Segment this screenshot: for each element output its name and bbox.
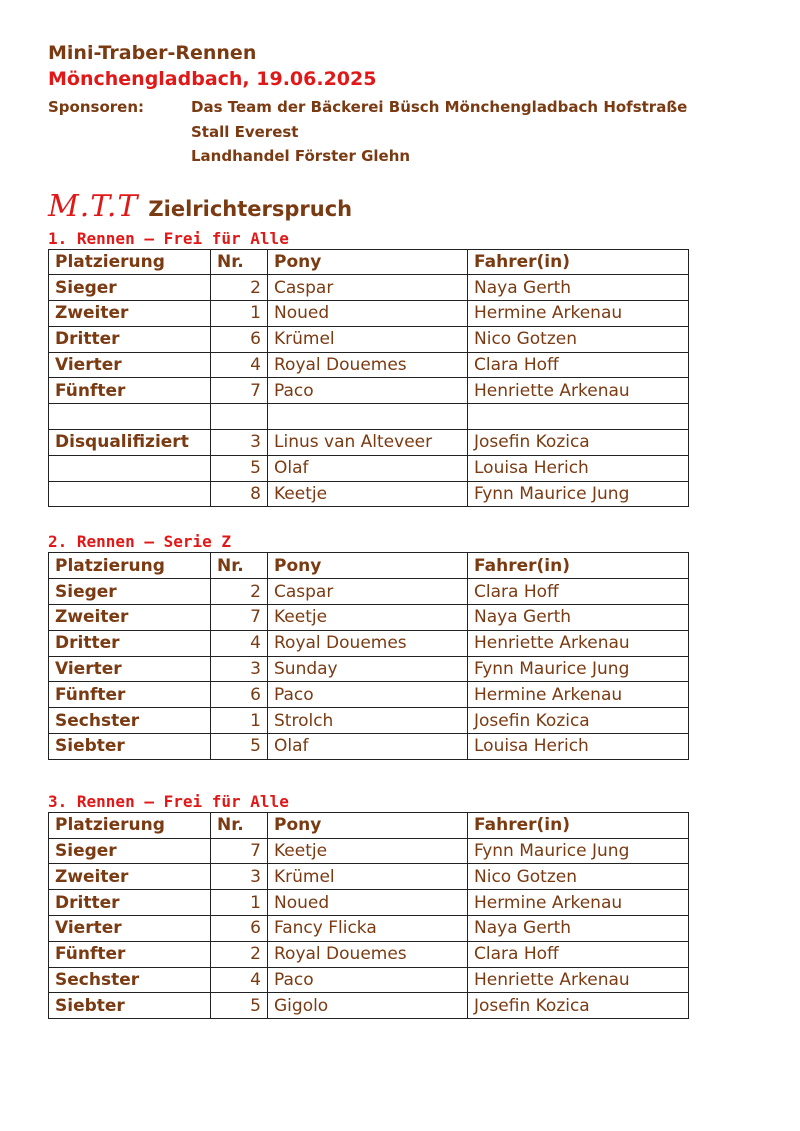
cell-driver: Henriette Arkenau [468, 378, 689, 404]
section-title: Zielrichterspruch [148, 196, 353, 221]
cell-pony: Strolch [268, 708, 468, 734]
table-row [49, 352, 689, 378]
cell-nr: 2 [211, 941, 268, 967]
table-row [49, 838, 689, 864]
table-header-row [49, 553, 689, 579]
race-title: 2. Rennen – Serie Z [48, 532, 232, 552]
cell-placement: Zweiter [49, 301, 211, 327]
cell-driver: Clara Hoff [468, 579, 689, 605]
cell-placement: Fünfter [49, 941, 211, 967]
cell-placement: Sieger [49, 275, 211, 301]
cell-pony: Krümel [268, 864, 468, 890]
cell-pony: Fancy Flicka [268, 916, 468, 942]
table-row [49, 708, 689, 734]
cell-driver: Henriette Arkenau [468, 630, 689, 656]
cell-placement: Disqualifiziert [49, 430, 211, 456]
cell-pony: Royal Douemes [268, 630, 468, 656]
header-nr: Nr. [211, 812, 268, 838]
cell-driver: Fynn Maurice Jung [468, 838, 689, 864]
cell-pony: Paco [268, 682, 468, 708]
cell-nr: 1 [211, 708, 268, 734]
cell-pony: Keetje [268, 838, 468, 864]
header-nr: Nr. [211, 249, 268, 275]
races-container [48, 229, 748, 1020]
table-row [49, 890, 689, 916]
cell-nr: 2 [211, 275, 268, 301]
table-row [49, 481, 689, 507]
cell-placement: Dritter [49, 326, 211, 352]
cell-pony: Gigolo [268, 993, 468, 1019]
cell-driver: Henriette Arkenau [468, 967, 689, 993]
cell-placement: Siebter [49, 993, 211, 1019]
sponsor-item: Stall Everest [191, 122, 299, 141]
table-row [49, 378, 689, 404]
cell-driver: Josefin Kozica [468, 430, 689, 456]
cell-placement: Fünfter [49, 682, 211, 708]
section-heading [48, 189, 748, 229]
cell-pony: Noued [268, 890, 468, 916]
cell-nr: 3 [211, 864, 268, 890]
cell-nr: 3 [211, 656, 268, 682]
cell-driver [468, 404, 689, 430]
cell-nr: 4 [211, 352, 268, 378]
cell-driver: Louisa Herich [468, 455, 689, 481]
cell-pony: Keetje [268, 481, 468, 507]
cell-placement [49, 404, 211, 430]
cell-placement: Dritter [49, 890, 211, 916]
header-pony: Pony [268, 553, 468, 579]
cell-pony: Linus van Alteveer [268, 430, 468, 456]
event-title: Mini-Traber-Rennen [48, 42, 257, 64]
cell-placement: Sieger [49, 838, 211, 864]
cell-driver: Clara Hoff [468, 941, 689, 967]
cell-pony: Olaf [268, 734, 468, 760]
cell-pony: Krümel [268, 326, 468, 352]
cell-placement: Zweiter [49, 605, 211, 631]
header-pony: Pony [268, 249, 468, 275]
table-row [49, 430, 689, 456]
cell-placement: Fünfter [49, 378, 211, 404]
cell-pony: Noued [268, 301, 468, 327]
race-title: 1. Rennen – Frei für Alle [48, 228, 289, 248]
results-table [48, 552, 689, 759]
cell-nr: 5 [211, 455, 268, 481]
cell-driver: Clara Hoff [468, 352, 689, 378]
header-placement: Platzierung [49, 812, 211, 838]
table-header-row [49, 249, 689, 275]
cell-nr: 5 [211, 993, 268, 1019]
cell-driver: Nico Gotzen [468, 864, 689, 890]
header-nr: Nr. [211, 553, 268, 579]
cell-nr: 4 [211, 630, 268, 656]
cell-pony: Caspar [268, 275, 468, 301]
cell-nr: 7 [211, 378, 268, 404]
header-driver: Fahrer(in) [468, 249, 689, 275]
cell-nr: 3 [211, 430, 268, 456]
results-table [48, 249, 689, 508]
cell-nr: 2 [211, 579, 268, 605]
sponsors-list [191, 95, 748, 169]
cell-driver: Naya Gerth [468, 275, 689, 301]
cell-driver: Naya Gerth [468, 605, 689, 631]
event-place-date: Mönchengladbach, 19.06.2025 [48, 68, 377, 90]
cell-pony [268, 404, 468, 430]
table-row [49, 656, 689, 682]
cell-nr: 6 [211, 326, 268, 352]
table-row [49, 275, 689, 301]
cell-driver: Josefin Kozica [468, 993, 689, 1019]
cell-pony: Royal Douemes [268, 352, 468, 378]
sponsors-label: Sponsoren: [48, 98, 145, 116]
cell-driver: Louisa Herich [468, 734, 689, 760]
table-row [49, 864, 689, 890]
cell-driver: Nico Gotzen [468, 326, 689, 352]
cell-placement: Vierter [49, 656, 211, 682]
cell-placement: Zweiter [49, 864, 211, 890]
header-pony: Pony [268, 812, 468, 838]
sponsors-block [48, 95, 748, 169]
header-placement: Platzierung [49, 249, 211, 275]
cell-placement: Siebter [49, 734, 211, 760]
results-table [48, 812, 689, 1019]
cell-placement [49, 481, 211, 507]
cell-pony: Paco [268, 967, 468, 993]
sponsor-item: Das Team der Bäckerei Büsch Mönchengladbach Hofstraße [191, 98, 688, 116]
cell-nr: 5 [211, 734, 268, 760]
cell-pony: Sunday [268, 656, 468, 682]
cell-nr: 1 [211, 890, 268, 916]
cell-placement: Sechster [49, 967, 211, 993]
table-row [49, 579, 689, 605]
cell-nr: 7 [211, 838, 268, 864]
race-title: 3. Rennen – Frei für Alle [48, 791, 289, 811]
document-page [48, 40, 748, 1019]
table-row [49, 734, 689, 760]
table-row [49, 301, 689, 327]
table-row [49, 455, 689, 481]
cell-nr: 1 [211, 301, 268, 327]
race-section [48, 792, 748, 1019]
table-row [49, 941, 689, 967]
cell-driver: Fynn Maurice Jung [468, 656, 689, 682]
table-header-row [49, 812, 689, 838]
cell-pony: Caspar [268, 579, 468, 605]
cell-nr: 7 [211, 605, 268, 631]
cell-placement: Sechster [49, 708, 211, 734]
cell-pony: Olaf [268, 455, 468, 481]
cell-nr [211, 404, 268, 430]
cell-driver: Hermine Arkenau [468, 301, 689, 327]
cell-driver: Fynn Maurice Jung [468, 481, 689, 507]
cell-placement [49, 455, 211, 481]
cell-driver: Naya Gerth [468, 916, 689, 942]
cell-nr: 4 [211, 967, 268, 993]
cell-nr: 6 [211, 916, 268, 942]
cell-driver: Josefin Kozica [468, 708, 689, 734]
table-row [49, 630, 689, 656]
table-row [49, 605, 689, 631]
mtt-logo: M.T.T [48, 188, 139, 224]
table-row [49, 326, 689, 352]
cell-driver: Hermine Arkenau [468, 682, 689, 708]
header-placement: Platzierung [49, 553, 211, 579]
cell-placement: Vierter [49, 352, 211, 378]
header-driver: Fahrer(in) [468, 812, 689, 838]
sponsor-item: Landhandel Förster Glehn [191, 147, 411, 165]
cell-placement: Dritter [49, 630, 211, 656]
table-row [49, 993, 689, 1019]
table-row [49, 916, 689, 942]
cell-placement: Vierter [49, 916, 211, 942]
cell-pony: Paco [268, 378, 468, 404]
race-section [48, 532, 748, 759]
cell-nr: 8 [211, 481, 268, 507]
cell-placement: Sieger [49, 579, 211, 605]
cell-pony: Royal Douemes [268, 941, 468, 967]
table-row [49, 967, 689, 993]
cell-nr: 6 [211, 682, 268, 708]
header-driver: Fahrer(in) [468, 553, 689, 579]
cell-driver: Hermine Arkenau [468, 890, 689, 916]
cell-pony: Keetje [268, 605, 468, 631]
table-row [49, 404, 689, 430]
race-section [48, 229, 748, 508]
table-row [49, 682, 689, 708]
